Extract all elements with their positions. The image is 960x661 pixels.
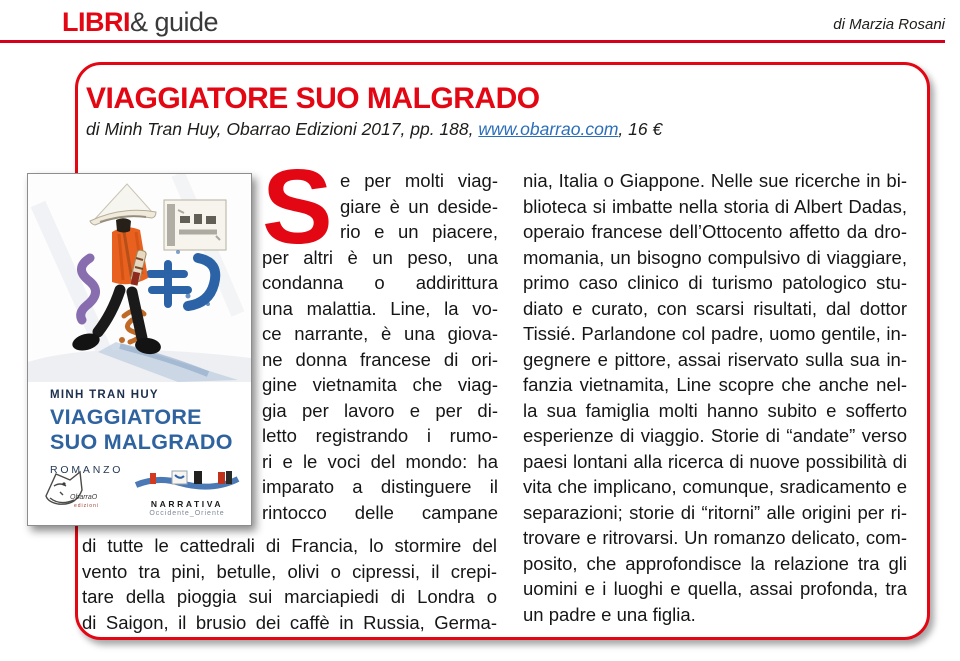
subtitle-price: , 16 €: [618, 119, 663, 139]
text-line: la sua famiglia molti hanno subito e sofferto: [523, 399, 907, 421]
text-line: operaio francese dell’Ottocento affetto da dro-: [523, 221, 907, 242]
text-line: uomini e i luoghi e quella, assai profonda, tra: [523, 578, 907, 599]
cover-genre-label: ROMANZO: [50, 464, 124, 476]
article-subtitle: [86, 119, 662, 140]
text-line: giare è un deside-: [340, 195, 498, 217]
text-line: gine vietnamita che viag-: [262, 374, 498, 395]
text-line: per altri è un peso, una: [262, 246, 498, 268]
cover-title-line2: SUO MALGRADO: [50, 430, 233, 454]
text-line: fanzia vietnamita, Line scopre che anche nel-: [523, 374, 907, 395]
text-line: letto registrando i rumo-: [262, 425, 498, 446]
text-line: di Saigon, il brusio dei caffè in Russia, Germa-: [82, 611, 497, 633]
text-line: e per molti viag-: [340, 170, 498, 191]
article-column-left: [262, 148, 498, 525]
section-title-libri: LIBRI: [62, 7, 130, 37]
article-column-right: [523, 168, 907, 627]
section-title-guide: & guide: [130, 7, 219, 37]
book-cover: [27, 173, 252, 526]
text-line: momania, un bisogno compulsivo di viaggiare,: [523, 246, 907, 268]
author-byline: di Marzia Rosani: [833, 16, 945, 33]
text-line: paesi lontani alla ricerca di nuove possibilità di: [523, 450, 907, 472]
text-line: separazioni; storie di “ritorni” alle origini per ri-: [523, 501, 907, 523]
cover-author-name: MINH TRAN HUY: [50, 389, 159, 401]
text-line: ce narrante, è una giova-: [262, 323, 498, 344]
publisher-fox-icon: [40, 466, 106, 512]
publisher-sub-text: edizioni: [74, 503, 99, 509]
header-divider: [0, 40, 945, 43]
text-line: condanna o addirittura: [262, 272, 498, 293]
publisher-website-link[interactable]: www.obarrao.com: [478, 119, 619, 139]
cover-title-line1: VIAGGIATORE: [50, 405, 202, 429]
text-line: rio e un piacere,: [340, 221, 498, 242]
text-line: imparato a distinguere il: [262, 476, 498, 497]
series-name: NARRATIVA: [150, 499, 224, 509]
subtitle-text: di Minh Tran Huy, Obarrao Edizioni 2017, pp. 188,: [86, 119, 479, 139]
text-line: rintocco delle campane: [262, 501, 498, 523]
text-line: gia per lavoro e per di-: [262, 399, 498, 421]
text-line: vita che implicano, comunque, sradicamento e: [523, 476, 907, 497]
article-title: VIAGGIATORE SUO MALGRADO: [86, 82, 540, 115]
text-line: diato e curato, con scarsi risultati, dal dottor: [523, 297, 907, 319]
text-line: ri e le voci del mondo: ha: [262, 450, 498, 472]
text-line: posito, che approfondisce la relazione tra gli: [523, 552, 907, 574]
stamp-mark: [164, 200, 226, 250]
text-line: ne donna francese di ori-: [262, 348, 498, 370]
narrativa-strip-icon: [134, 468, 240, 492]
text-line: Tissié. Parlandone col padre, uomo gentile, in-: [523, 323, 907, 344]
publisher-logo: [40, 466, 106, 517]
text-line: vento tra pini, betulle, olivi o cipressi, il crepi-: [82, 560, 497, 582]
text-line: esperienze di viaggio. Storie di “andate” verso: [523, 425, 907, 446]
drop-cap: S: [262, 148, 333, 266]
cover-book-title: [50, 405, 251, 455]
series-block: [131, 468, 243, 517]
publisher-name-text: ObarraO: [70, 494, 98, 501]
text-line: blioteca si imbatte nella storia di Albert Dadas,: [523, 195, 907, 217]
magazine-section-title: [62, 7, 218, 38]
text-line: nia, Italia o Giappone. Nelle sue ricerche in bi-: [523, 170, 907, 191]
text-line: un padre e una figlia.: [523, 603, 696, 625]
text-line: una malattia. Line, la vo-: [262, 297, 498, 319]
series-subtitle: Occidente_Oriente: [149, 510, 225, 517]
text-line: gegnere e pittore, assai riservato sulla sua in-: [523, 348, 907, 370]
text-line: di tutte le cattedrali di Francia, lo stormire del: [82, 535, 497, 556]
text-line: tare della pioggia sui marciapiedi di Londra o: [82, 586, 497, 607]
text-line: trovare e ritrovarsi. Un romanzo delicato, com-: [523, 527, 907, 548]
book-cover-art: [28, 174, 251, 382]
cover-logos-row: [40, 466, 243, 517]
article-text-wide: [82, 533, 497, 635]
text-line: primo caso clinico di turismo patologico stu-: [523, 272, 907, 293]
